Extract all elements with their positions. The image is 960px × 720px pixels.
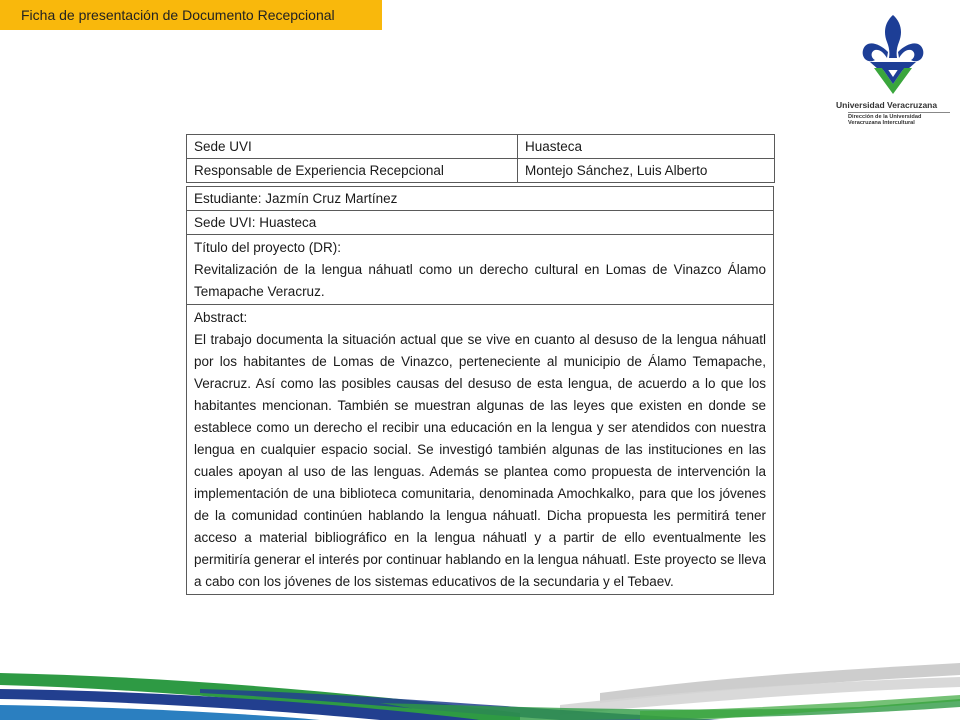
table-row [187,135,775,159]
abstract-label: Abstract: [194,310,248,325]
student-cell: Estudiante: Jazmín Cruz Martínez [187,187,774,211]
student-table [186,186,774,595]
university-name: Universidad Veracruzana [836,100,938,110]
table-row [187,159,775,183]
logo-subtitle-line2: Veracruzana Intercultural [848,120,915,127]
header-banner [0,0,382,30]
table-row [187,187,774,211]
table-row [187,235,774,305]
university-logo [836,12,950,130]
project-title-cell [187,235,774,305]
header-title: Ficha de presentación de Documento Recepcional [21,7,335,23]
abstract-text: El trabajo documenta la situación actual que se vive en cuanto al desuso de la lengua náhuatl por los habitantes de Lomas de Vinazco, perteneciente al municipio de Álamo Temapache, Veracruz. Así como las posibles causas del desuso de esta lengua, de acuerdo a lo que los habitantes mencionan. También se muestran algunas de las leyes que existen en donde se establece como un derecho el recibir una educación en la lengua y ser atendidos con nuestra lengua en cualquier espacio social. Se investigó también algunas de las instituciones en las cuales apoyan al uso de las lenguas. Además se plantea como propuesta de intervención la implementación de una biblioteca comunitaria, denominada Amochkalko, para que los jóvenes de la comunidad continúen hablando la lengua náhuatl. Dicha propuesta les permitirá tener acceso a material bibliográfico en la lengua náhuatl y a partir de ello eventualmente les permitiría generar el interés por continuar hablando en la lengua náhuatl. Este proyecto se lleva a cabo con los jóvenes de los sistemas educativos de la secundaria y el Tebaev. [194,332,766,589]
sede-label-cell: Sede UVI [187,135,518,159]
fleur-de-lis-icon [860,12,926,98]
project-title-value: Revitalización de la lengua náhuatl como un derecho cultural en Lomas de Vinazco Álamo Temapache Veracruz. [194,262,766,299]
abstract-cell [187,305,774,595]
info-table [186,134,775,183]
logo-subtitle [848,114,950,126]
responsable-value-cell: Montejo Sánchez, Luis Alberto [518,159,775,183]
responsable-label-cell: Responsable de Experiencia Recepcional [187,159,518,183]
table-row [187,305,774,595]
sede-value-cell: Huasteca [518,135,775,159]
logo-subtitle-line1: Dirección de la Universidad [848,114,922,120]
project-title-label: Título del proyecto (DR): [194,240,342,255]
sede-cell: Sede UVI: Huasteca [187,211,774,235]
table-row [187,211,774,235]
logo-divider [848,112,950,113]
footer-wave-decoration [0,655,960,720]
